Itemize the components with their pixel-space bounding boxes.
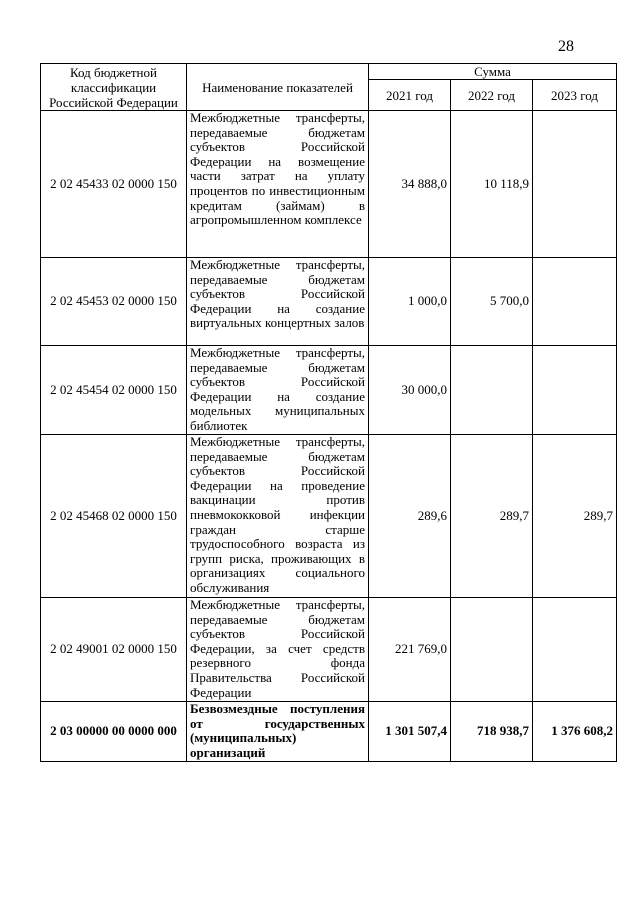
total-value-2021: 1 301 507,4 [369, 702, 451, 762]
header-sum: Сумма [369, 64, 617, 80]
row-name: Межбюджетные трансферты, передаваемые бюджетам субъектов Российской Федерации на создание виртуальных концертных залов [187, 258, 369, 346]
total-name: Безвозмездные поступления от государственных (муниципальных) организаций [187, 702, 369, 762]
row-value-2023: 289,7 [533, 435, 617, 598]
table-row [41, 435, 617, 598]
row-value-2021: 289,6 [369, 435, 451, 598]
row-value-2021: 1 000,0 [369, 258, 451, 346]
row-value-2022 [451, 598, 533, 702]
row-name: Межбюджетные трансферты, передаваемые бюджетам субъектов Российской Федерации на возмещение части затрат на уплату процентов по инвестиционным кредитам (займам) в агропромышленном комплексе [187, 111, 369, 258]
row-value-2021: 34 888,0 [369, 111, 451, 258]
header-code: Код бюджетной классификации Российской Федерации [41, 64, 187, 111]
header-name: Наименование показателей [187, 64, 369, 111]
row-value-2023 [533, 346, 617, 435]
total-code: 2 03 00000 00 0000 000 [41, 702, 187, 762]
header-year-2022: 2022 год [451, 80, 533, 111]
total-value-2023: 1 376 608,2 [533, 702, 617, 762]
row-name: Межбюджетные трансферты, передаваемые бюджетам субъектов Российской Федерации на проведение вакцинации против пневмококковой инфекции граждан старше трудоспособного возраста из групп риска, проживающих в организациях социального обслуживания [187, 435, 369, 598]
row-code: 2 02 45433 02 0000 150 [41, 111, 187, 258]
table-row-total [41, 702, 617, 762]
row-value-2022 [451, 346, 533, 435]
row-value-2022: 10 118,9 [451, 111, 533, 258]
total-value-2022: 718 938,7 [451, 702, 533, 762]
row-name: Межбюджетные трансферты, передаваемые бюджетам субъектов Российской Федерации, за счет средств резервного фонда Правительства Российской Федерации [187, 598, 369, 702]
row-code: 2 02 45453 02 0000 150 [41, 258, 187, 346]
row-value-2022: 5 700,0 [451, 258, 533, 346]
page-number: 28 [558, 38, 574, 55]
row-value-2023 [533, 111, 617, 258]
row-value-2023 [533, 258, 617, 346]
row-value-2022: 289,7 [451, 435, 533, 598]
table-row [41, 598, 617, 702]
table-row [41, 111, 617, 258]
row-code: 2 02 45454 02 0000 150 [41, 346, 187, 435]
row-value-2021: 30 000,0 [369, 346, 451, 435]
budget-table [40, 63, 617, 762]
table-row [41, 258, 617, 346]
row-code: 2 02 45468 02 0000 150 [41, 435, 187, 598]
row-name: Межбюджетные трансферты, передаваемые бюджетам субъектов Российской Федерации на создание модельных муниципальных библиотек [187, 346, 369, 435]
header-year-2021: 2021 год [369, 80, 451, 111]
row-value-2023 [533, 598, 617, 702]
header-year-2023: 2023 год [533, 80, 617, 111]
row-value-2021: 221 769,0 [369, 598, 451, 702]
table-row [41, 346, 617, 435]
row-code: 2 02 49001 02 0000 150 [41, 598, 187, 702]
